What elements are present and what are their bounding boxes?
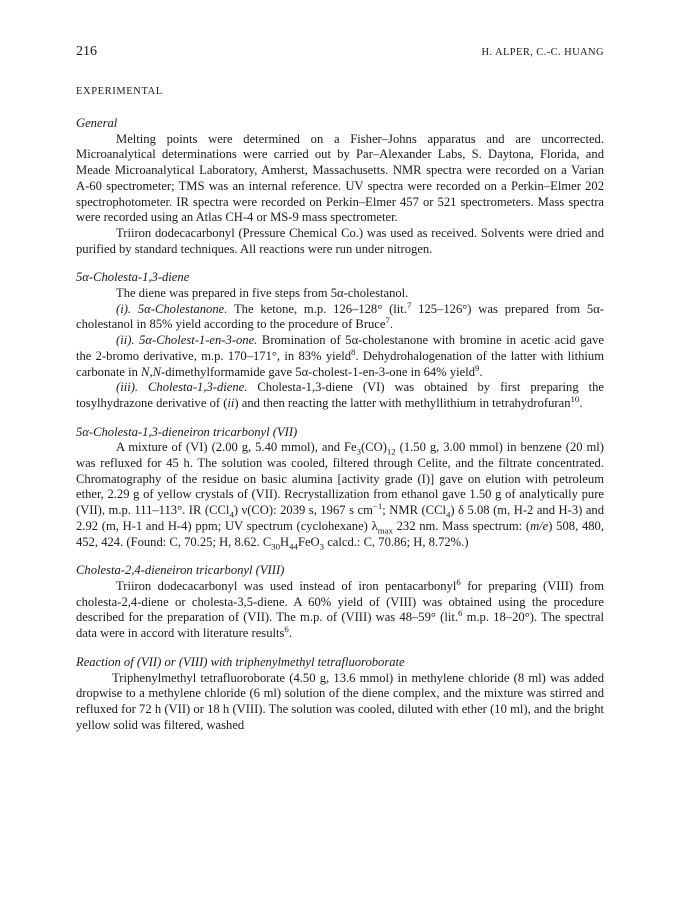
step-3-text-c: . bbox=[579, 395, 583, 410]
general-paragraph-2: Triiron dodecacarbonyl (Pressure Chemical Co.) was used as received. Solvents were dried and purified by standard techniques. All reactions were run under nitrogen. bbox=[76, 225, 604, 256]
vii-t7: 232 nm. Mass spectrum: ( bbox=[392, 518, 531, 533]
vii-t9: H bbox=[280, 534, 290, 549]
step-3-label: (iii). Cholesta-1,3-diene. bbox=[116, 380, 248, 395]
ref-10: 10 bbox=[570, 393, 580, 404]
vii-t11: calcd.: C, 70.86; H, 8.72%.) bbox=[324, 534, 469, 549]
vii-s5: max bbox=[377, 525, 393, 536]
ref-7a: 7 bbox=[406, 299, 412, 310]
viii-r3: 6 bbox=[284, 623, 289, 634]
vii-t1: A mixture of (VI) (2.00 g, 5.40 mmol), and Fe bbox=[116, 440, 357, 455]
step-1-text-b: 125–126°) was prepared from 5α-cholestanol in 85% yield according to the procedure of Bruce bbox=[76, 301, 604, 332]
reaction-paragraph: Triphenylmethyl tetrafluoroborate (4.50 g, 13.6 mmol) in methylene chloride (8 ml) was added dropwise to a methylene chloride (6 ml) solution of the diene complex, and the mixture was stirred and refluxed for 72 h (VII) or 18 h (VIII). The solution was cooled, diluted with ether (10 ml), and the bright yellow solid was filtered, washed bbox=[76, 670, 604, 732]
vii-paragraph bbox=[76, 440, 604, 550]
ref-9: 9 bbox=[475, 362, 480, 373]
step-3-text-a: Cholesta-1,3-diene (VI) was obtained by first preparing the tosylhydrazone derivative of ( bbox=[76, 380, 605, 410]
running-head: H. ALPER, C.-C. HUANG bbox=[481, 47, 604, 58]
vii-s8: 3 bbox=[319, 541, 325, 552]
diene-step-3 bbox=[76, 380, 604, 411]
vii-s4: 4 bbox=[445, 509, 451, 520]
step-2-text-b: . Dehydrohalogenation of the latter with lithium carbonate in bbox=[76, 348, 604, 379]
step-2-text-c: -dimethylformamide gave 5α-cholest-1-en-3-one in 64% yield bbox=[161, 364, 475, 379]
viii-r1: 6 bbox=[456, 576, 461, 587]
ref-7b: 7 bbox=[385, 315, 390, 326]
vii-t10: FeO bbox=[297, 534, 320, 549]
step-2-label: (ii). 5α-Cholest-1-en-3-one. bbox=[116, 333, 258, 348]
viii-paragraph bbox=[76, 576, 605, 642]
step-2-nn: N,N bbox=[141, 364, 161, 379]
subsection-heading-reaction: Reaction of (VII) or (VIII) with triphenylmethyl tetrafluoroborate bbox=[76, 654, 405, 669]
subsection-heading-general: General bbox=[76, 116, 118, 130]
vii-t3: (1.50 g, 3.00 mmol) in benzene (20 ml) was refluxed for 45 h. The solution was cooled, filtered through Celite, and the filtrate concentrated. Chromatography of the residue on basic alumina [activity grade (I)] gave on elution with petroleum ether, 2.29 g of yellow crystals of (VII). Recrystallization from ethanol gave 1.50 g of analytically pure (VII), m.p. 111–113°. IR (CCl bbox=[76, 440, 604, 518]
vii-t6: ) δ 5.08 (m, H-2 and H-3) and 2.92 (m, H-1 and H-4) ppm; UV spectrum (cyclohexane) λ bbox=[76, 503, 605, 533]
viii-t3: m.p. 18–20°). The spectral data were in accord with literature results bbox=[76, 610, 605, 641]
vii-s3: 4 bbox=[229, 509, 234, 520]
vii-s6: 30 bbox=[271, 541, 281, 552]
diene-step-1 bbox=[76, 299, 604, 333]
step-1-label: (i). 5α-Cholestanone. bbox=[116, 301, 228, 316]
diene-step-2 bbox=[76, 333, 604, 380]
ref-8: 8 bbox=[351, 346, 356, 357]
step-2-text-d: . bbox=[479, 364, 483, 379]
step-1-text-c: . bbox=[389, 317, 394, 332]
viii-r2: 6 bbox=[457, 608, 463, 619]
step-3-text-b: ) and then reacting the latter with methyllithium in tetrahydrofuran bbox=[234, 395, 571, 410]
viii-t1: Triiron dodecacarbonyl was used instead of iron pentacarbonyl bbox=[116, 578, 457, 593]
step-3-ii: ii bbox=[227, 395, 235, 410]
vii-sup1: −1 bbox=[372, 500, 383, 511]
step-2-text-a: Bromination of 5α-cholestanone with bromine in acetic acid gave the 2-bromo derivative, m.p. 170–171°, in 83% yield bbox=[76, 333, 604, 363]
viii-t4: . bbox=[288, 626, 292, 641]
viii-t2: for preparing (VIII) from cholesta-2,4-diene or cholesta-3,5-diene. A 60% yield of (VIII) was obtained using the procedure described for the preparation of (VII). The m.p. of (VIII) was 48–59° (lit. bbox=[76, 578, 604, 625]
section-title: EXPERIMENTAL bbox=[76, 86, 163, 97]
vii-t5: ; NMR (CCl bbox=[382, 503, 446, 518]
vii-t8: ) 508, 480, 452, 424. (Found: C, 70.25; H, 8.62. C bbox=[76, 518, 604, 549]
page-number: 216 bbox=[76, 44, 97, 59]
page-header bbox=[76, 44, 604, 64]
vii-t4: ) ν(CO): 2039 s, 1967 s cm bbox=[233, 503, 373, 518]
subsection-heading-vii: 5α-Cholesta-1,3-dieneiron tricarbonyl (VII) bbox=[76, 424, 298, 439]
vii-t2: (CO) bbox=[361, 440, 387, 455]
vii-s2: 12 bbox=[386, 446, 396, 457]
vii-me: m/e bbox=[530, 518, 549, 533]
subsection-heading-diene: 5α-Cholesta-1,3-diene bbox=[76, 270, 190, 285]
vii-s1: 3 bbox=[356, 446, 361, 457]
vii-s7: 44 bbox=[289, 541, 298, 552]
journal-page bbox=[76, 44, 604, 884]
diene-intro: The diene was prepared in five steps from 5α-cholestanol. bbox=[116, 286, 409, 301]
subsection-heading-viii: Cholesta-2,4-dieneiron tricarbonyl (VIII) bbox=[76, 563, 285, 578]
step-1-text-a: The ketone, m.p. 126–128° (lit. bbox=[227, 301, 407, 316]
general-paragraph-1: Melting points were determined on a Fisher–Johns apparatus and are uncorrected. Microanalytical determinations were carried out by Par–Alexander Labs, S. Daytona, Florida, and Meade Microanalytical Laboratory, Amherst, Massachusetts. NMR spectra were recorded on a Varian A-60 spectrometer; TMS was an internal reference. UV spectra were recorded on a Perkin–Elmer 202 spectrophotometer. IR spectra were recorded on Perkin–Elmer 457 or 521 spectrometers. Mass spectra were recorded using an Atlas CH-4 or MS-9 mass spectrometer. bbox=[76, 131, 604, 225]
